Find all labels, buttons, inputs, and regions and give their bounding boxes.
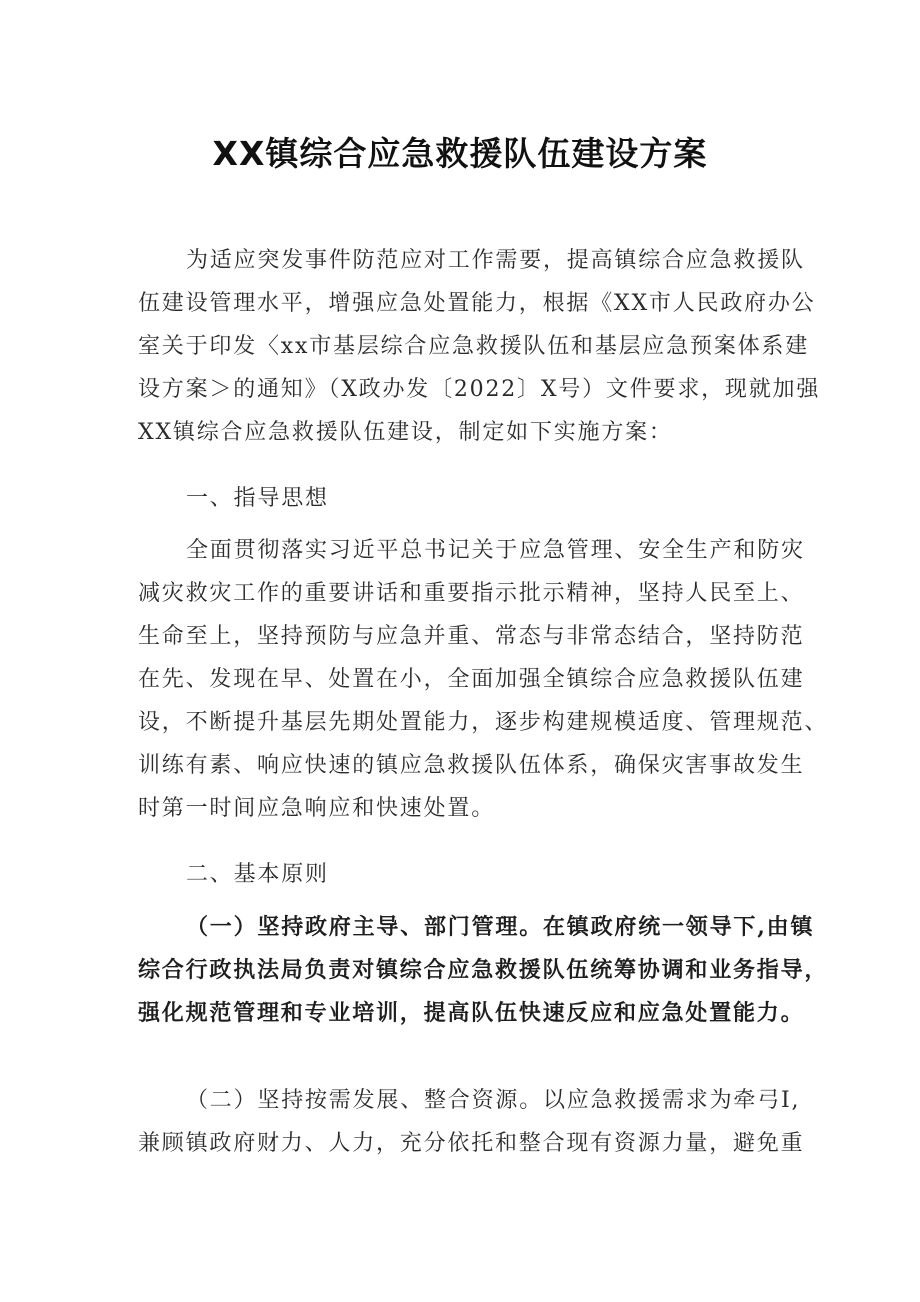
principle1-line: 强化规范管理和专业培训，提高队伍快速反应和应急处置能力。	[138, 1000, 805, 1026]
section1-line: 训练有素、响应快速的镇应急救援队伍体系，确保灾害事故发生	[138, 753, 805, 778]
document-title: XX镇综合应急救援队伍建设方案	[212, 134, 708, 173]
intro-line: 室关于印发〈xx市基层综合应急救援队伍和基层应急预案体系建	[138, 334, 810, 359]
intro-line: 为适应突发事件防范应对工作需要，提高镇综合应急救援队	[186, 248, 805, 273]
principle2-line: 兼顾镇政府财力、人力，充分依托和整合现有资源力量，避免重	[138, 1131, 805, 1156]
section-heading: 一、指导思想	[186, 486, 329, 511]
section1-line: 减灾救灾工作的重要讲话和重要指示批示精神，坚持人民至上、	[138, 581, 805, 606]
intro-line: 伍建设管理水平，增强应急处置能力，根据《XX市人民政府办公	[138, 291, 816, 316]
intro-line: 设方案＞的通知》（X政办发〔2022〕X号）文件要求，现就加强	[138, 377, 821, 402]
intro-line: XX镇综合应急救援队伍建设，制定如下实施方案：	[138, 420, 673, 445]
section1-line: 全面贯彻落实习近平总书记关于应急管理、安全生产和防灾	[186, 538, 805, 563]
principle1-line: 综合行政执法局负责对镇综合应急救援队伍统筹协调和业务指导，	[138, 957, 829, 983]
section1-line: 时第一时间应急响应和快速处置。	[138, 796, 496, 821]
principle2-line: （二）坚持按需发展、整合资源。以应急救援需求为牵弓I,	[186, 1088, 801, 1113]
section-heading: 二、基本原则	[186, 862, 329, 887]
principle1-line: （一）坚持政府主导、部门管理。在镇政府统一领导下,由镇	[186, 914, 815, 940]
section1-line: 在先、发现在早、处置在小，全面加强全镇综合应急救援队伍建	[138, 667, 805, 692]
section1-line: 设，不断提升基层先期处置能力，逐步构建规模适度、管理规范、	[138, 710, 829, 735]
section1-line: 生命至上，坚持预防与应急并重、常态与非常态结合，坚持防范	[138, 624, 805, 649]
